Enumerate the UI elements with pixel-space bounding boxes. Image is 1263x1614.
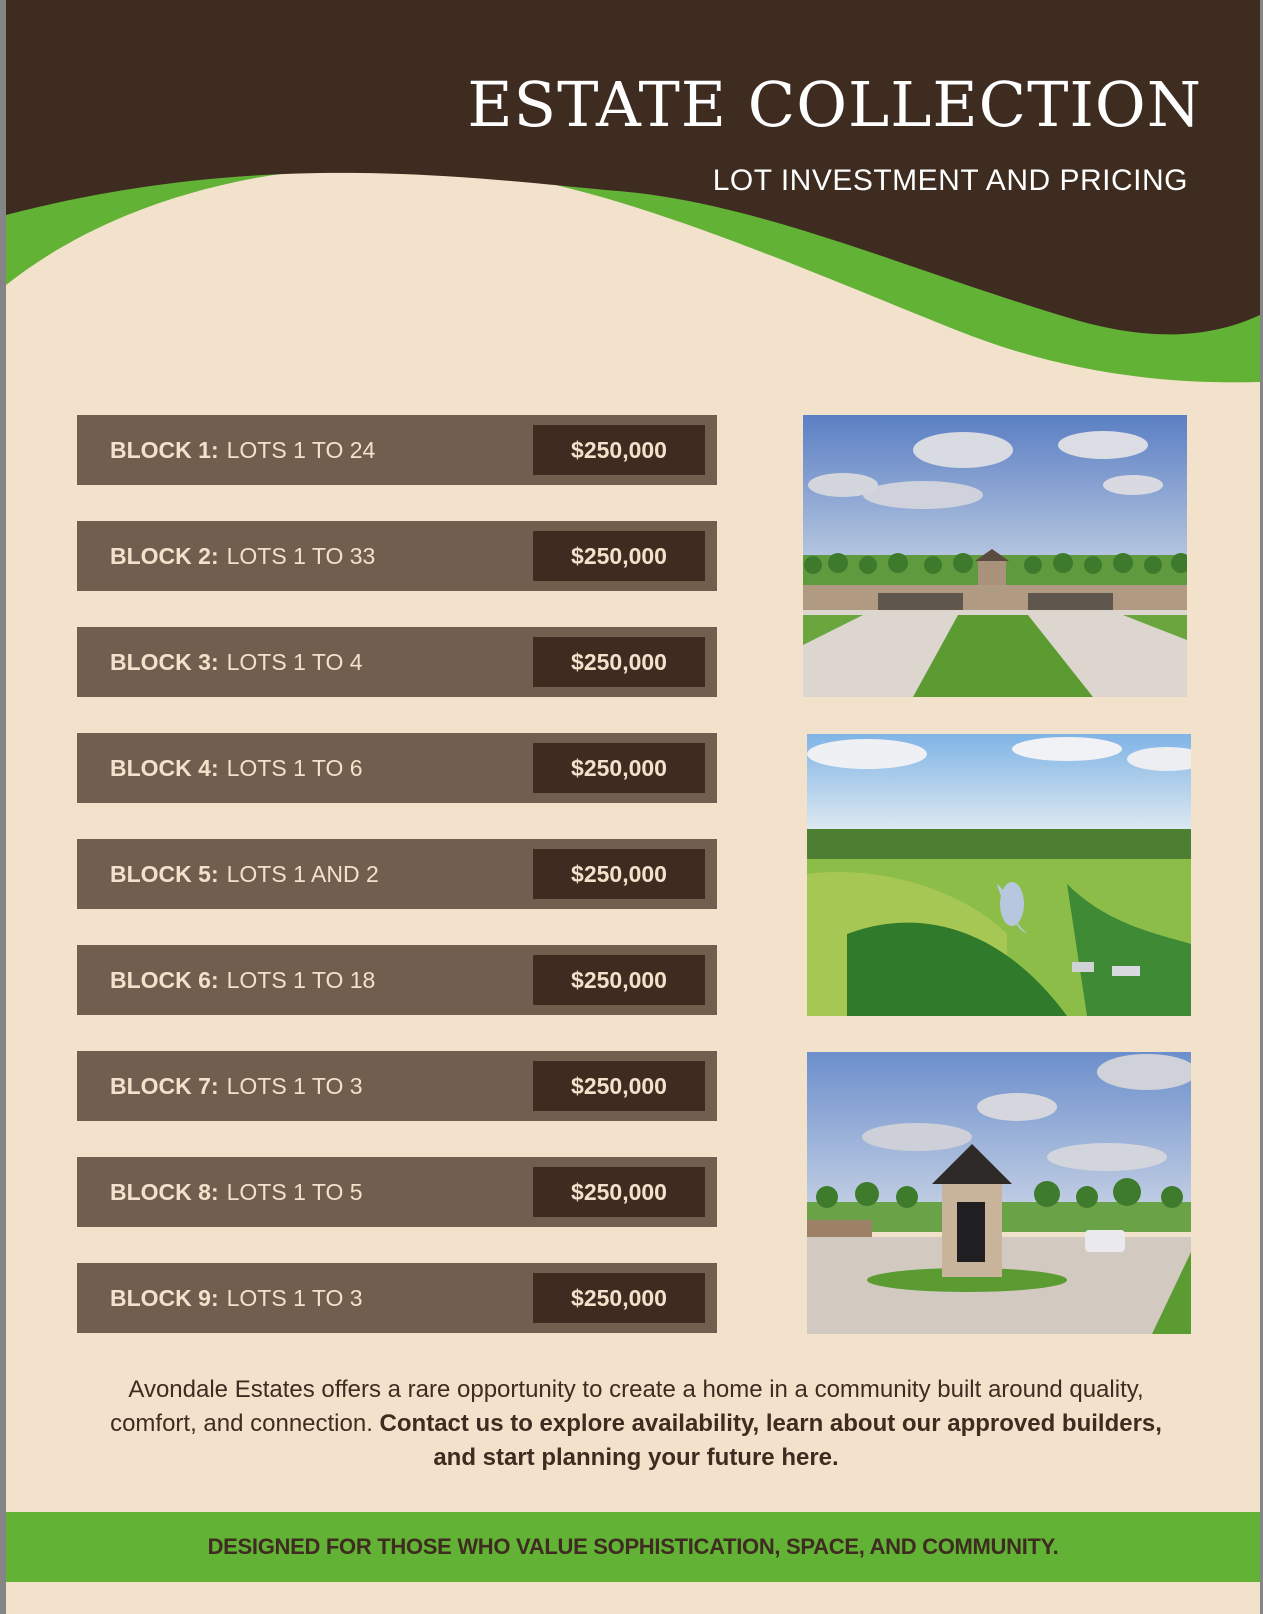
description-text: Avondale Estates offers a rare opportunity to create a home in a community built around quality, comfort, and connection.	[110, 1376, 1144, 1437]
block-name: BLOCK 4:	[110, 754, 219, 781]
block-lots: LOTS 1 AND 2	[226, 860, 379, 887]
block-pricing-list	[77, 415, 717, 1369]
block-price: $250,000	[533, 637, 705, 687]
footer-banner	[6, 1512, 1260, 1582]
block-name: BLOCK 2:	[110, 542, 219, 569]
block-lots: LOTS 1 TO 18	[226, 966, 376, 993]
block-price: $250,000	[533, 743, 705, 793]
description-call-to-action: Contact us to explore availability, learn about our approved builders, and start planning your future here.	[379, 1410, 1162, 1471]
block-name: BLOCK 1:	[110, 436, 219, 463]
block-row-2	[77, 521, 717, 591]
page-subtitle: LOT INVESTMENT AND PRICING	[712, 164, 1188, 197]
block-label	[110, 437, 375, 464]
block-price: $250,000	[533, 531, 705, 581]
block-row-7	[77, 1051, 717, 1121]
block-lots: LOTS 1 TO 4	[226, 648, 363, 675]
block-row-1	[77, 415, 717, 485]
block-label	[110, 1179, 363, 1206]
block-row-9	[77, 1263, 717, 1333]
block-lots: LOTS 1 TO 3	[226, 1072, 363, 1099]
block-label	[110, 649, 363, 676]
footer-tagline: DESIGNED FOR THOSE WHO VALUE SOPHISTICATION, SPACE, AND COMMUNITY.	[207, 1534, 1059, 1559]
block-label	[110, 755, 363, 782]
block-name: BLOCK 8:	[110, 1178, 219, 1205]
flyer-page	[6, 0, 1260, 1614]
block-price: $250,000	[533, 955, 705, 1005]
block-name: BLOCK 3:	[110, 648, 219, 675]
block-price: $250,000	[533, 849, 705, 899]
block-price: $250,000	[533, 1061, 705, 1111]
block-row-5	[77, 839, 717, 909]
block-lots: LOTS 1 TO 24	[226, 436, 376, 463]
block-row-6	[77, 945, 717, 1015]
photo-gated-entrance	[803, 415, 1187, 697]
description-paragraph	[96, 1373, 1176, 1475]
block-name: BLOCK 6:	[110, 966, 219, 993]
block-lots: LOTS 1 TO 6	[226, 754, 363, 781]
block-price: $250,000	[533, 1167, 705, 1217]
block-lots: LOTS 1 TO 33	[226, 542, 376, 569]
block-row-3	[77, 627, 717, 697]
page-title: ESTATE COLLECTION	[467, 68, 1202, 141]
block-label	[110, 1073, 363, 1100]
block-row-8	[77, 1157, 717, 1227]
block-lots: LOTS 1 TO 3	[226, 1284, 363, 1311]
block-name: BLOCK 9:	[110, 1284, 219, 1311]
block-name: BLOCK 5:	[110, 860, 219, 887]
photo-gatehouse	[807, 1052, 1191, 1334]
block-row-4	[77, 733, 717, 803]
block-label	[110, 861, 379, 888]
block-lots: LOTS 1 TO 5	[226, 1178, 363, 1205]
block-label	[110, 1285, 363, 1312]
block-label	[110, 543, 375, 570]
photo-aerial-landscape	[807, 734, 1191, 1016]
block-name: BLOCK 7:	[110, 1072, 219, 1099]
block-label	[110, 967, 375, 994]
block-price: $250,000	[533, 425, 705, 475]
block-price: $250,000	[533, 1273, 705, 1323]
